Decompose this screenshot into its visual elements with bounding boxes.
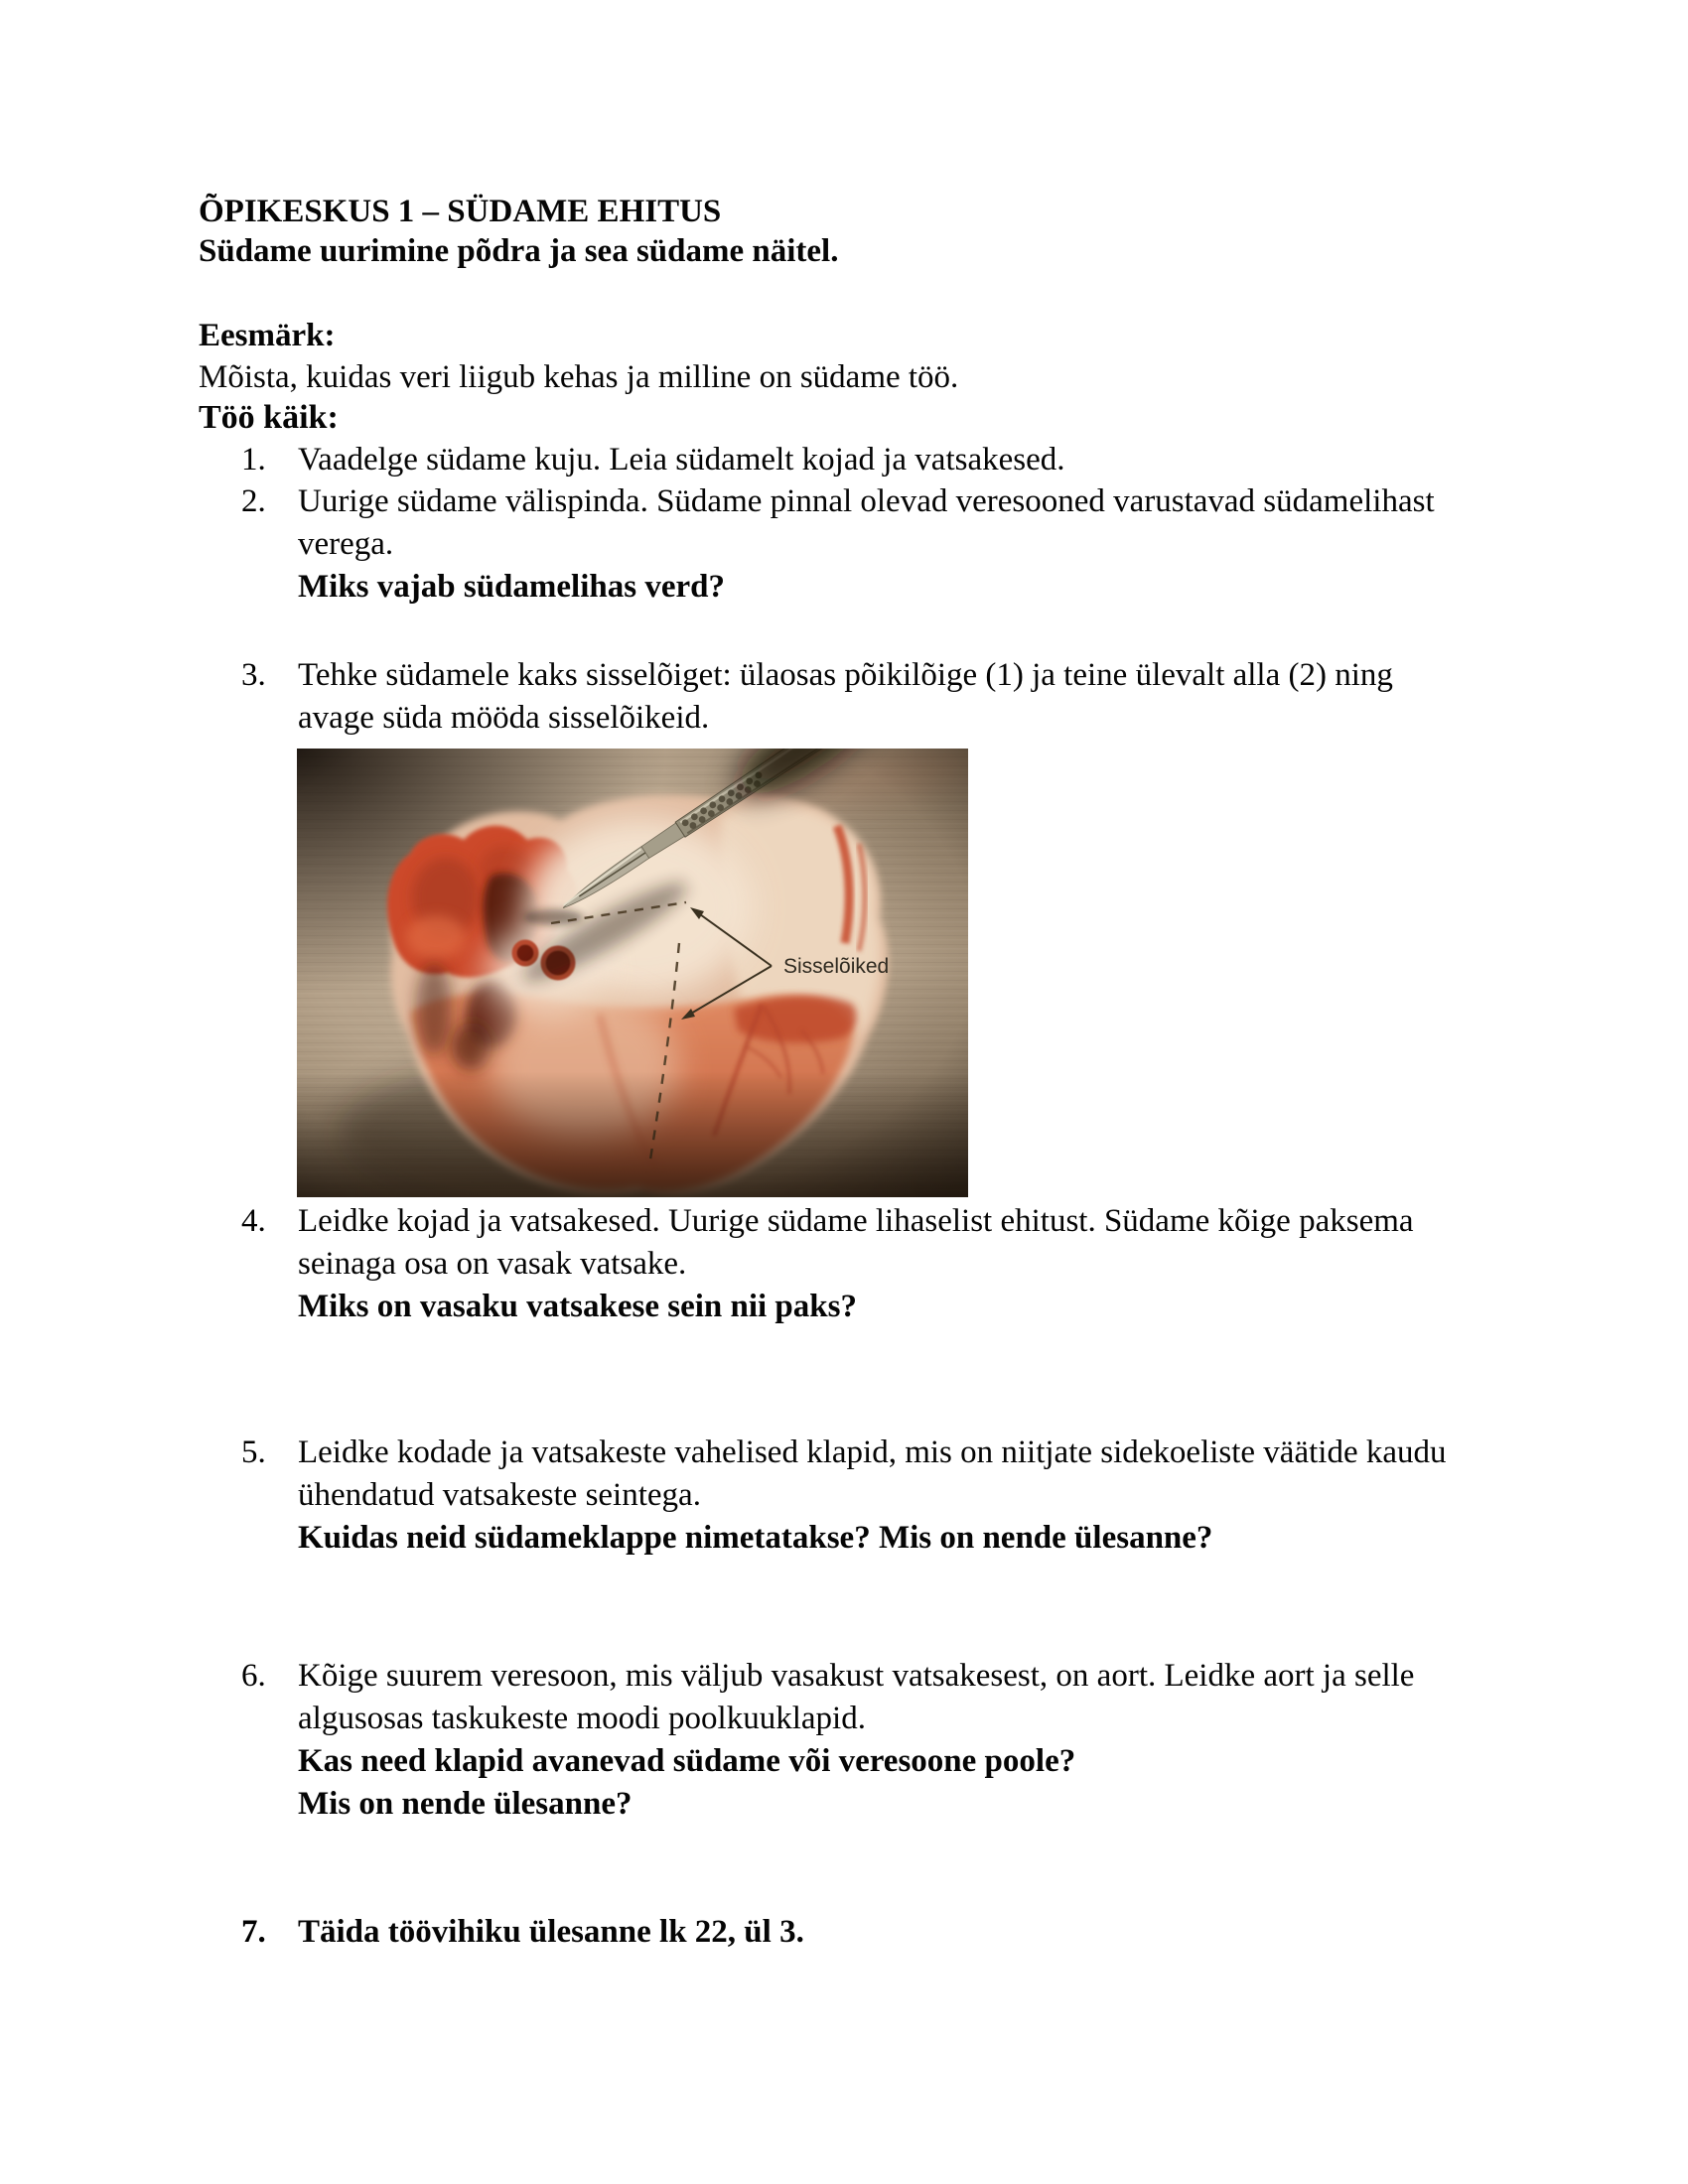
list-item-5-number: 5. xyxy=(241,1434,266,1470)
list-item-3-number: 3. xyxy=(241,657,266,693)
list-item-1-line: Vaadelge südame kuju. Leia südamelt kojad ja vatsakesed. xyxy=(298,442,1065,478)
list-item-2-number: 2. xyxy=(241,483,266,519)
list-item-4-line: Leidke kojad ja vatsakesed. Uurige südame lihaselist ehitust. Südame kõige paksema xyxy=(298,1203,1414,1239)
list-item-5-line: Leidke kodade ja vatsakeste vahelised klapid, mis on niitjate sidekoeliste väätide kaudu xyxy=(298,1434,1447,1470)
list-item-5-question: Kuidas neid südameklappe nimetatakse? Mis on nende ülesanne? xyxy=(298,1520,1213,1556)
list-item-2-line: verega. xyxy=(298,526,394,562)
page-title: ÕPIKESKUS 1 – SÜDAME EHITUS xyxy=(199,194,722,229)
goal-heading: Eesmärk: xyxy=(199,318,336,353)
list-item-4-number: 4. xyxy=(241,1203,266,1239)
list-item-1-number: 1. xyxy=(241,442,266,478)
list-item-6-number: 6. xyxy=(241,1658,266,1694)
list-item-4-question: Miks on vasaku vatsakese sein nii paks? xyxy=(298,1289,857,1324)
goal-text: Mõista, kuidas veri liigub kehas ja milline on südame töö. xyxy=(199,359,959,395)
list-item-7-number: 7. xyxy=(241,1914,266,1950)
list-item-6-line: algusosas taskukeste moodi poolkuuklapid. xyxy=(298,1701,866,1736)
list-item-4-line: seinaga osa on vasak vatsake. xyxy=(298,1246,687,1282)
list-item-7-text: Täida töövihiku ülesanne lk 22, ül 3. xyxy=(298,1914,804,1950)
page-subtitle: Südame uurimine põdra ja sea südame näitel. xyxy=(199,233,839,269)
list-item-3-line: avage süda mööda sisselõikeid. xyxy=(298,700,710,736)
list-item-6-line: Kõige suurem veresoon, mis väljub vasakust vatsakesest, on aort. Leidke aort ja selle xyxy=(298,1658,1415,1694)
list-item-6-question: Mis on nende ülesanne? xyxy=(298,1786,633,1822)
list-item-5-line: ühendatud vatsakeste seintega. xyxy=(298,1477,701,1513)
list-item-6-question: Kas need klapid avanevad südame või veresoone poole? xyxy=(298,1743,1076,1779)
list-item-2-question: Miks vajab südamelihas verd? xyxy=(298,569,725,605)
list-item-3-line: Tehke südamele kaks sisselõiget: ülaosas põikilõige (1) ja teine ülevalt alla (2) ning xyxy=(298,657,1393,693)
heart-dissection-figure xyxy=(297,749,968,1197)
procedure-heading: Töö käik: xyxy=(199,399,339,436)
list-item-2-line: Uurige südame välispinda. Südame pinnal olevad veresooned varustavad südamelihast xyxy=(298,483,1435,519)
